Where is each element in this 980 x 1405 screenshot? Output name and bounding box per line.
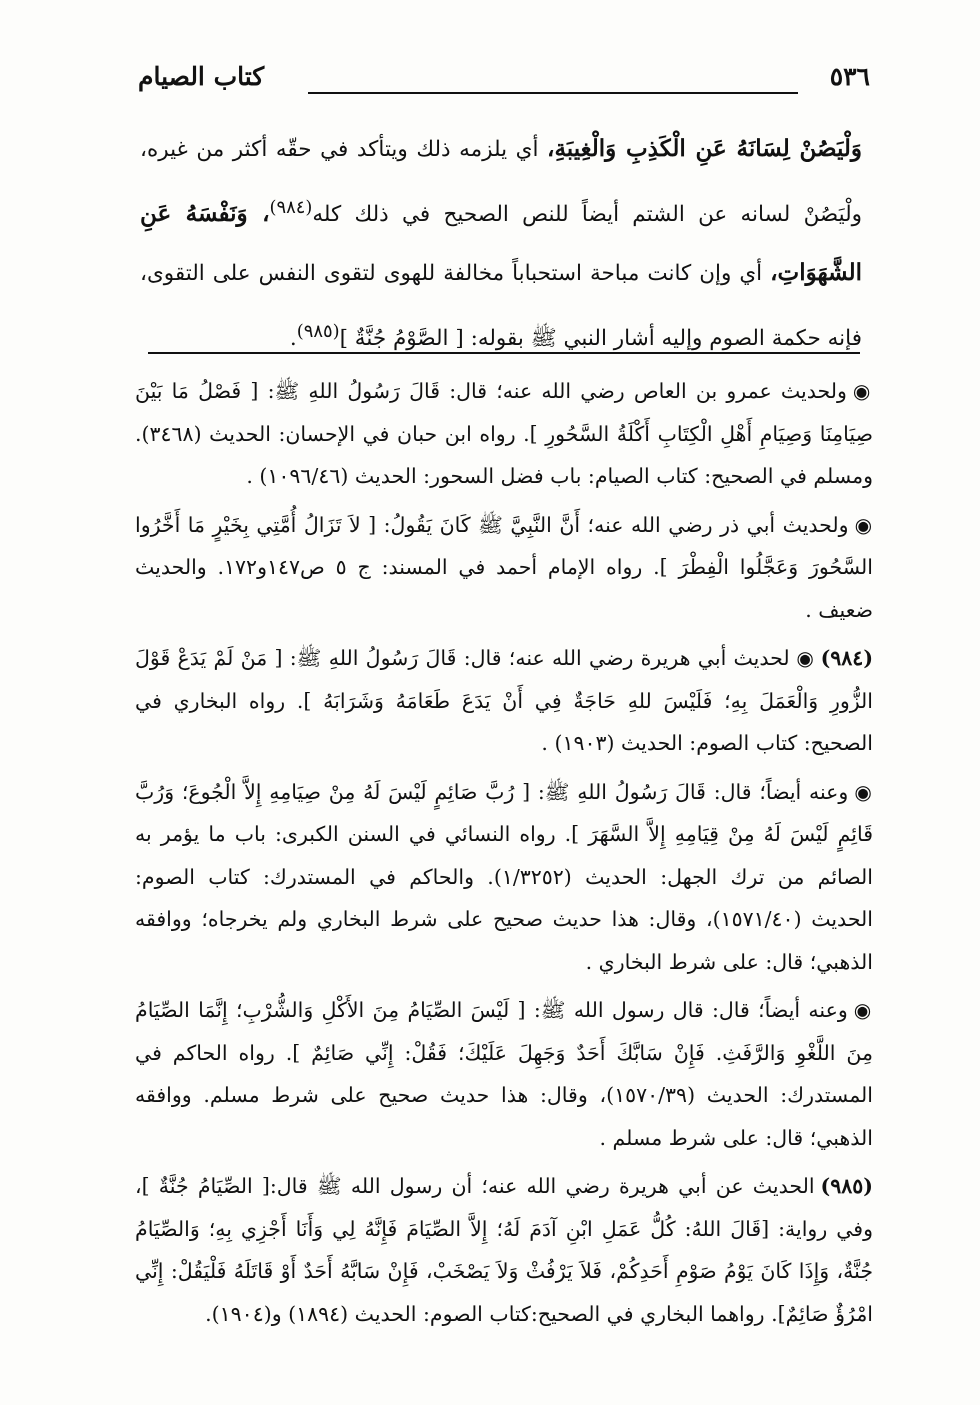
- footnote-number: (٩٨٥): [820, 1174, 873, 1198]
- matn-phrase-2: ، وَنَفْسَهُ عَنِ الشَّهَوَاتِ،: [140, 200, 862, 287]
- footnote-text: لحديث أبي هريرة رضي الله عنه؛ قال: قَالَ رَسُولُ اللهِ ﷺ: [ مَنْ لَمْ يَدَعْ قَوْلَ الزُّورِ وَالْعَمَلَ بِهِ؛ فَلَيْسَ للهِ حَاجَةٌ فِي أَنْ يَدَعَ طَعَامَهُ وَشَرَابَهُ ]. رواه البخاري في الصحيح: كتاب الصوم: الحديث (١٩٠٣) .: [135, 646, 873, 755]
- footnote-985: [135, 1165, 873, 1335]
- commentary-1: أي يلزمه ذلك ويتأكد في حقّه أكثر من غيره، ولْيَصُنْ لسانه عن الشتم أيضاً للنص الصحيح في ذلك كله: [140, 137, 862, 228]
- footnote-item: [135, 504, 873, 632]
- circle-bullet-icon: ◉: [852, 379, 873, 403]
- footnote-ref-985: (٩٨٥): [296, 321, 340, 343]
- main-text: [140, 120, 862, 368]
- footnote-text: ولحديث أبي ذر رضي الله عنه؛ أَنَّ النَّبِيَّ ﷺ كَانَ يَقُولُ: [ لاَ تَزَالُ أُمَّتِي بِخَيْرٍ مَا أَخَّرُوا السَّحُورَ وَعَجَّلُوا الْفِطْرَ ]. رواه الإمام أحمد في المسند: ج ٥ ص١٤٧و١٧٢. والحديث ضعيف .: [135, 512, 873, 622]
- book-title: كتاب الصيام: [138, 62, 265, 91]
- footnote-item: [135, 370, 873, 498]
- circle-bullet-icon: ◉: [795, 646, 815, 670]
- footnote-ref-984: (٩٨٤): [269, 197, 313, 218]
- footnote-separator: [148, 352, 860, 354]
- circle-bullet-icon: ◉: [854, 779, 873, 804]
- footnote-item: [135, 771, 873, 984]
- circle-bullet-icon: ◉: [853, 998, 874, 1022]
- footnote-text: وعنه أيضاً؛ قال: قال رسول الله ﷺ: [ لَيْسَ الصِّيَامُ مِنَ الأَكْلِ وَالشُّرْبِ؛ إِنَّمَا الصِّيَامُ مِنَ اللَّغْوِ وَالرَّفَثِ. فَإِنْ سَابَّكَ أَحَدٌ وَجَهِلَ عَلَيْكَ؛ فَقُلْ: إِنِّي صَائِمٌ ]. رواه الحاكم في المستدرك: الحديث (١٥٧٠/٣٩)، وقال: هذا حديث صحيح على شرط مسلم. ووافقه الذهبي؛ قال: على شرط مسلم .: [135, 998, 874, 1150]
- footnote-text: الحديث عن أبي هريرة رضي الله عنه؛ أن رسول الله ﷺ قال:[ الصِّيَامُ جُنَّةٌ ]، وفي رواية: [قَالَ اللهُ: كُلُّ عَمَلِ ابْنِ آدَمَ لَهُ؛ إِلاَّ الصِّيَامَ فَإِنَّهُ لِي وَأَنَا أَجْزِي بِهِ؛ وَالصِّيَامُ جُنَّةٌ، وَإِذَا كَانَ يَوْمُ صَوْمِ أَحَدِكُمْ، فَلاَ يَرْفُثْ وَلاَ يَصْخَبْ، فَإِنْ سَابَّهُ أَحَدٌ أَوْ قَاتَلَهُ فَلْيَقُلْ: إِنِّي امْرُؤٌ صَائِمٌ]. رواهما البخاري في الصحيح:كتاب الصوم: الحديث (١٨٩٤) و(١٩٠٤).: [135, 1174, 873, 1326]
- page-number: ٥٣٦: [829, 62, 870, 91]
- sentence-end: .: [289, 326, 297, 352]
- circle-bullet-icon: ◉: [854, 512, 873, 537]
- footnote-item: [135, 989, 873, 1159]
- footnotes: [135, 370, 873, 1341]
- commentary-2: أي وإن كانت مباحة استحباباً مخالفة للهوى لتقوى النفس على التقوى، فإنه حكمة الصوم وإليه أشار النبي ﷺ بقوله: [ الصَّوْمُ جُنَّةٌ ]: [140, 261, 862, 352]
- running-header: [138, 62, 870, 106]
- header-rule: [308, 92, 798, 94]
- footnote-984: [135, 637, 873, 765]
- footnote-text: ولحديث عمرو بن العاص رضي الله عنه؛ قال: قَالَ رَسُولُ اللهِ ﷺ: [ فَصْلُ مَا بَيْنَ صِيَامِنَا وَصِيَامِ أَهْلِ الْكِتَابِ أَكْلَةُ السَّحُورِ ]. رواه ابن حبان في الإحسان: الحديث (٣٤٦٨). ومسلم في الصحيح: كتاب الصيام: باب فضل السحور: الحديث (١٠٩٦/٤٦) .: [135, 379, 873, 488]
- footnote-number: (٩٨٤): [820, 646, 874, 670]
- footnote-text: وعنه أيضاً؛ قال: قَالَ رَسُولُ اللهِ ﷺ: [ رُبَّ صَائِمٍ لَيْسَ لَهُ مِنْ صِيَامِهِ إِلاَّ الْجُوعَ؛ وَرُبَّ قَائِمٍ لَيْسَ لَهُ مِنْ قِيَامِهِ إِلاَّ السَّهَرَ ]. رواه النسائي في السنن الكبرى: باب ما يؤمر به الصائم من ترك الجهل: الحديث (١/٣٢٥٢). والحاكم في المستدرك: كتاب الصوم: الحديث (١٥٧١/٤٠)، وقال: هذا حديث صحيح على شرط البخاري ولم يخرجاه؛ ووافقه الذهبي؛ قال: على شرط البخاري .: [135, 779, 873, 974]
- matn-phrase-1: وَلْيَصُنْ لِسَانَهُ عَنِ الْكَذِبِ وَالْغِيبَةِ،: [547, 135, 862, 162]
